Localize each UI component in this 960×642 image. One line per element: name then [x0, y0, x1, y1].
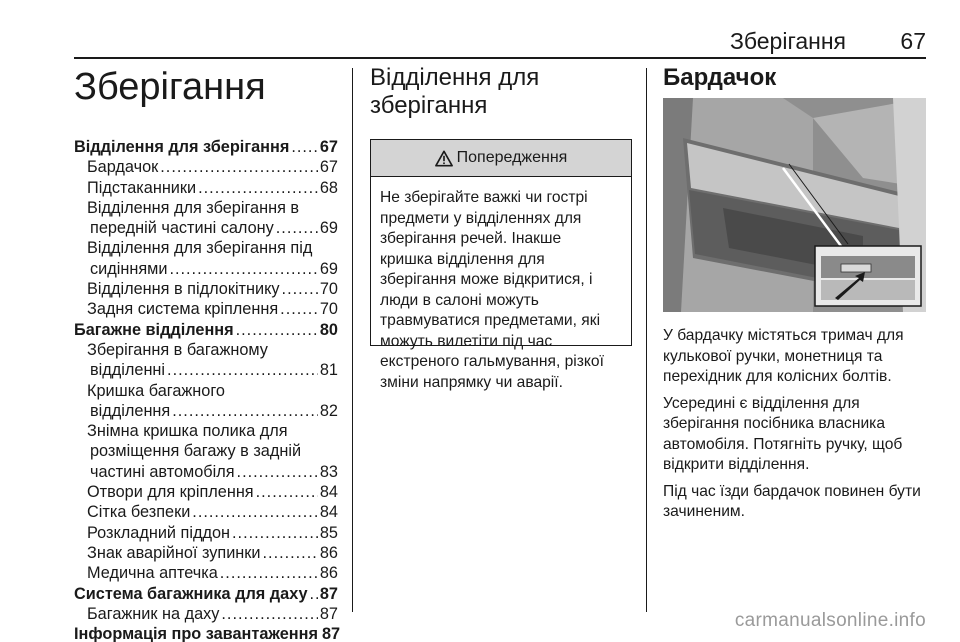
paragraph-line: перехідник для колісних болтів.	[663, 368, 892, 385]
toc-leader-dots	[237, 462, 318, 482]
toc-entry-text: Відділення для зберігання	[74, 138, 290, 156]
toc-entry-text: Система багажника для даху	[74, 584, 308, 603]
table-of-contents	[74, 137, 341, 642]
toc-entry-page: 87	[319, 584, 338, 603]
paragraph-line: автомобіля. Потягніть ручку, щоб	[663, 435, 903, 453]
toc-entry[interactable]	[74, 401, 338, 421]
toc-entry-page: 87	[319, 604, 338, 623]
toc-entry-page: 69	[319, 219, 338, 238]
toc-entry-page: 87	[321, 625, 341, 642]
toc-entry[interactable]	[74, 320, 338, 340]
warning-text-line: Не зберігайте важкі чи гострі	[380, 189, 588, 206]
toc-entry-text: Бардачок	[87, 158, 159, 177]
toc-entry-text: Розкладний піддон	[87, 523, 231, 542]
warning-text	[371, 177, 631, 393]
toc-entry-page: 69	[319, 259, 338, 278]
glovebox-illustration	[663, 98, 926, 312]
toc-entry-text: Задня система кріплення	[87, 300, 279, 319]
toc-entry-page: 84	[319, 503, 338, 522]
toc-entry[interactable]	[74, 563, 338, 583]
paragraph	[663, 394, 929, 476]
warning-text-line: можуть вилетіти під час	[380, 332, 553, 350]
toc-entry-page: 82	[319, 401, 338, 420]
toc-entry-text: відділенні	[90, 361, 166, 380]
toc-entry-page: 83	[319, 462, 338, 481]
toc-entry-page: 86	[319, 543, 338, 562]
toc-entry-page: 67	[319, 138, 338, 156]
toc-entry-page: 86	[319, 564, 338, 583]
toc-leader-dots	[280, 299, 318, 319]
warning-header	[371, 140, 631, 177]
toc-entry-page: 85	[319, 523, 338, 542]
toc-entry-text: Сітка безпеки	[87, 503, 191, 522]
toc-leader-dots	[220, 563, 318, 583]
toc-entry-text: Підстаканники	[87, 178, 197, 197]
section-title-line: зберігання	[370, 92, 488, 119]
toc-leader-dots	[232, 523, 318, 543]
toc-entry-page: 81	[319, 361, 338, 380]
toc-entry[interactable]	[74, 238, 338, 258]
warning-text-line: екстреного гальмування, різкої	[380, 353, 604, 370]
toc-entry-text: Медична аптечка	[87, 564, 218, 583]
toc-leader-dots	[256, 482, 318, 502]
toc-entry-text: Відділення в підлокітнику	[87, 280, 280, 299]
chapter-title: Зберігання	[74, 66, 266, 108]
toc-entry[interactable]	[74, 340, 338, 360]
toc-leader-dots	[192, 502, 318, 522]
header-rule	[74, 57, 926, 59]
paragraph-line: У бардачку містяться тримач для	[663, 327, 904, 344]
toc-entry-page: 67	[319, 158, 338, 177]
toc-entry[interactable]	[74, 299, 338, 319]
toc-entry[interactable]	[74, 381, 338, 401]
toc-entry[interactable]	[74, 543, 338, 563]
toc-entry[interactable]	[74, 137, 338, 157]
paragraph	[663, 326, 929, 388]
warning-text-line: предмети у відділеннях для	[380, 209, 582, 227]
toc-entry-text: Зберігання в багажному	[87, 340, 268, 359]
toc-entry-text: передній частині салону	[90, 219, 274, 238]
watermark: carmanualsonline.info	[734, 610, 926, 631]
warning-text-line: травмуватися предметами, які	[380, 312, 601, 329]
paragraph-line: кулькової ручки, монетниця та	[663, 347, 883, 365]
toc-entry-text: розміщення багажу в задній	[90, 442, 302, 461]
section-title	[370, 64, 539, 120]
toc-entry-text: Знак аварійної зупинки	[87, 543, 261, 562]
toc-entry-page: 80	[319, 320, 338, 339]
toc-entry[interactable]	[74, 441, 338, 461]
toc-entry[interactable]	[74, 360, 338, 380]
toc-entry-text: Відділення для зберігання в	[87, 198, 300, 217]
paragraph-line: відкрити відділення.	[663, 456, 810, 473]
toc-entry[interactable]	[74, 482, 338, 502]
section-title-line: Відділення для	[370, 64, 540, 91]
toc-entry[interactable]	[74, 604, 338, 624]
toc-entry-text: Отвори для кріплення	[87, 483, 254, 502]
glovebox-description	[663, 326, 929, 529]
toc-entry-text: Знімна кришка полика для	[87, 422, 288, 441]
toc-entry-text: Відділення для зберігання під	[87, 239, 313, 258]
warning-title: Попередження	[456, 149, 568, 166]
toc-entry[interactable]	[74, 178, 338, 198]
toc-leader-dots	[221, 604, 317, 624]
toc-entry[interactable]	[74, 462, 338, 482]
paragraph	[663, 482, 929, 523]
warning-text-line: кришка відділення для	[380, 250, 545, 268]
toc-leader-dots	[167, 360, 318, 380]
paragraph-line: Під час їзди бардачок повинен бути	[663, 482, 921, 500]
toc-entry[interactable]	[74, 198, 338, 218]
toc-leader-dots	[310, 584, 318, 604]
toc-leader-dots	[172, 401, 318, 421]
toc-leader-dots	[291, 137, 318, 157]
toc-leader-dots	[263, 543, 318, 563]
toc-entry-text: Інформація про завантаження	[74, 625, 318, 642]
toc-entry[interactable]	[74, 421, 338, 441]
toc-entry[interactable]	[74, 624, 341, 642]
warning-text-line: зберігання речей. Інакше	[380, 230, 562, 247]
warning-box	[370, 139, 632, 391]
warning-text-line: зберігання може відкритися, і	[380, 271, 593, 288]
toc-entry[interactable]	[74, 523, 338, 543]
toc-leader-dots	[282, 279, 318, 299]
toc-entry[interactable]	[74, 584, 338, 604]
toc-entry[interactable]	[74, 502, 338, 522]
toc-entry[interactable]	[74, 157, 338, 177]
toc-entry[interactable]	[74, 279, 338, 299]
toc-entry-text: частині автомобіля	[90, 462, 235, 481]
toc-entry-text: Кришка багажного	[87, 381, 225, 400]
column-divider	[646, 68, 647, 612]
page-number: 67	[900, 28, 926, 54]
toc-leader-dots	[276, 218, 318, 238]
warning-triangle-icon	[435, 150, 453, 167]
toc-entry-text: відділення	[90, 401, 171, 420]
toc-entry-text: Багажник на даху	[87, 604, 220, 623]
warning-text-line: люди в салоні можуть	[380, 291, 539, 309]
toc-entry-page: 70	[319, 280, 338, 299]
toc-entry-page: 84	[319, 483, 338, 502]
warning-text-line: зміни напрямку чи аварії.	[380, 373, 563, 391]
running-head-title: Зберігання	[729, 28, 846, 54]
paragraph-line: зберігання посібника власника	[663, 415, 886, 432]
toc-leader-dots	[236, 320, 318, 340]
running-head	[74, 26, 926, 56]
toc-leader-dots	[160, 157, 318, 177]
toc-leader-dots	[198, 178, 318, 198]
toc-entry-text: Багажне відділення	[74, 320, 234, 339]
glovebox-title: Бардачок	[663, 64, 777, 91]
toc-entry[interactable]	[74, 218, 338, 238]
toc-entry-text: сидіннями	[90, 259, 168, 278]
paragraph-line: Усередині є відділення для	[663, 394, 860, 412]
toc-leader-dots	[169, 259, 317, 279]
toc-entry-page: 68	[319, 178, 338, 197]
column-divider	[352, 68, 353, 612]
toc-entry[interactable]	[74, 259, 338, 279]
paragraph-line: зачиненим.	[663, 503, 745, 520]
toc-entry-page: 70	[319, 300, 338, 319]
